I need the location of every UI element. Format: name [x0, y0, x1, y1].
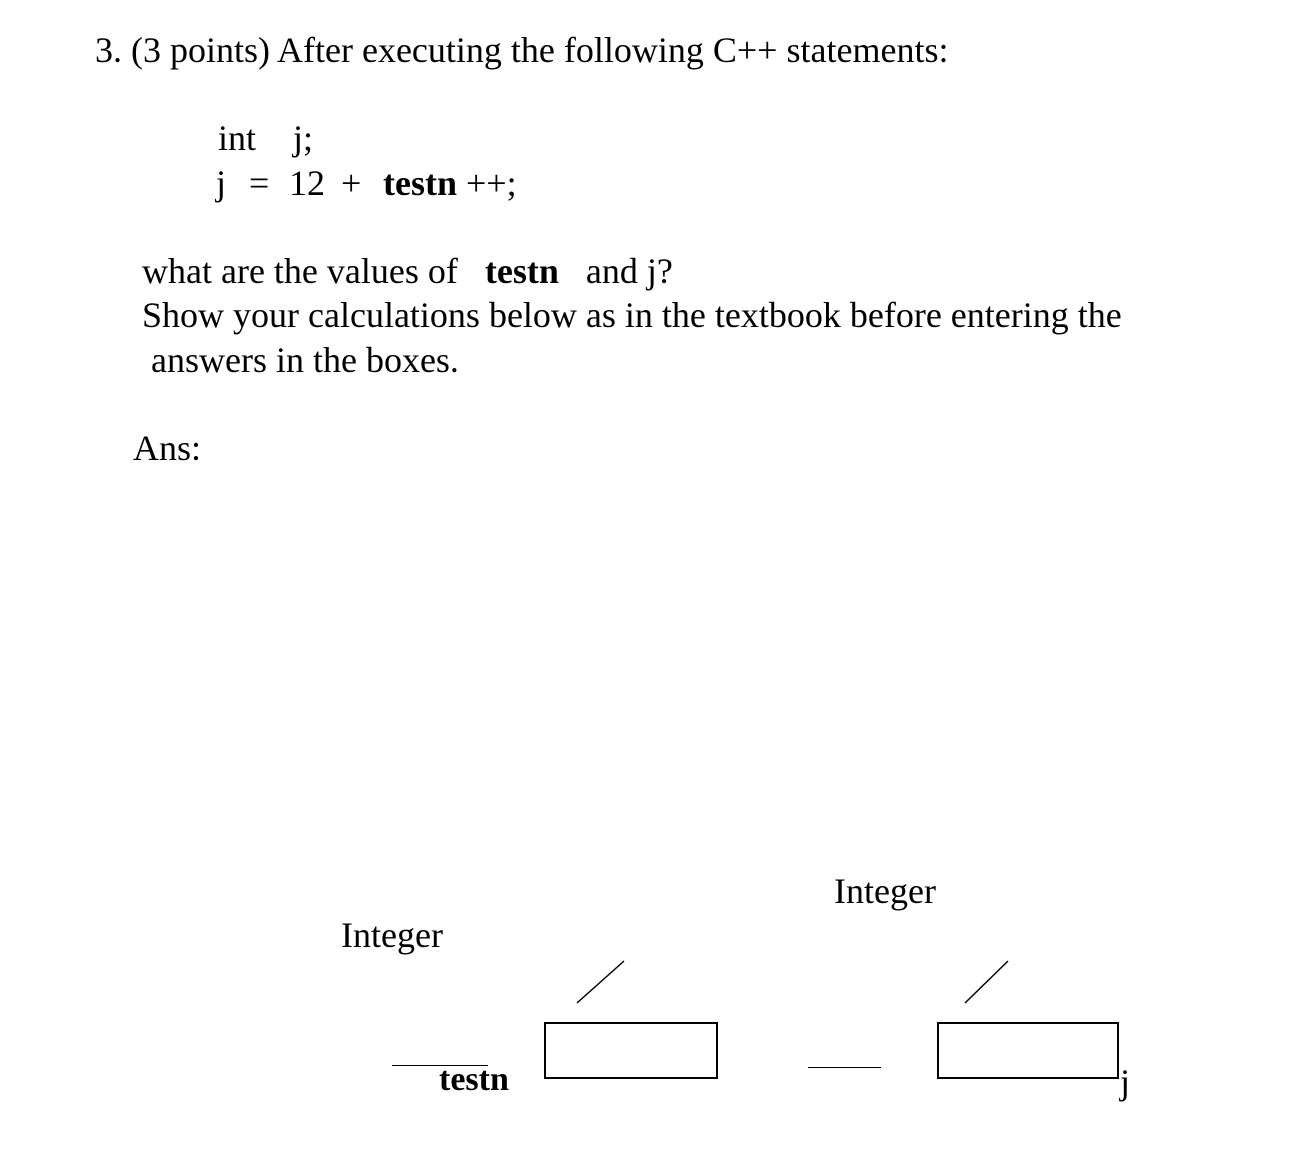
type-label-j: Integer: [834, 871, 936, 911]
type-label-testn: Integer: [341, 915, 443, 955]
code-lhs: j: [216, 163, 227, 203]
code-plus: +: [341, 163, 362, 203]
question-prompt-line2: Show your calculations below as in the textbook before entering the: [142, 295, 1122, 335]
code-testn: testn: [383, 163, 457, 203]
var-label-testn: testn: [439, 1061, 509, 1098]
code-number: 12: [289, 163, 325, 203]
code-increment: ++;: [466, 163, 517, 203]
code-j-declaration: j;: [293, 118, 314, 158]
answer-box-j[interactable]: [937, 1022, 1119, 1079]
question-prompt-line3: answers in the boxes.: [151, 340, 459, 380]
answer-box-testn[interactable]: [544, 1022, 718, 1079]
slash-mark-right: [963, 958, 1011, 1006]
prompt-text-a: what are the values of: [142, 251, 458, 291]
code-int-keyword: int: [218, 118, 257, 158]
question-title: 3. (3 points) After executing the following C++ statements:: [95, 30, 949, 70]
prompt-testn: testn: [484, 251, 559, 291]
question-prompt-line1: [142, 253, 673, 289]
slash-mark-left: [575, 958, 627, 1006]
prompt-text-b: and j?: [585, 251, 673, 291]
separator-line: [808, 1067, 881, 1068]
answer-label: Ans:: [133, 428, 202, 468]
var-label-j: j: [1120, 1062, 1131, 1102]
code-equals: =: [249, 163, 270, 203]
code-assignment-line: [216, 165, 517, 201]
